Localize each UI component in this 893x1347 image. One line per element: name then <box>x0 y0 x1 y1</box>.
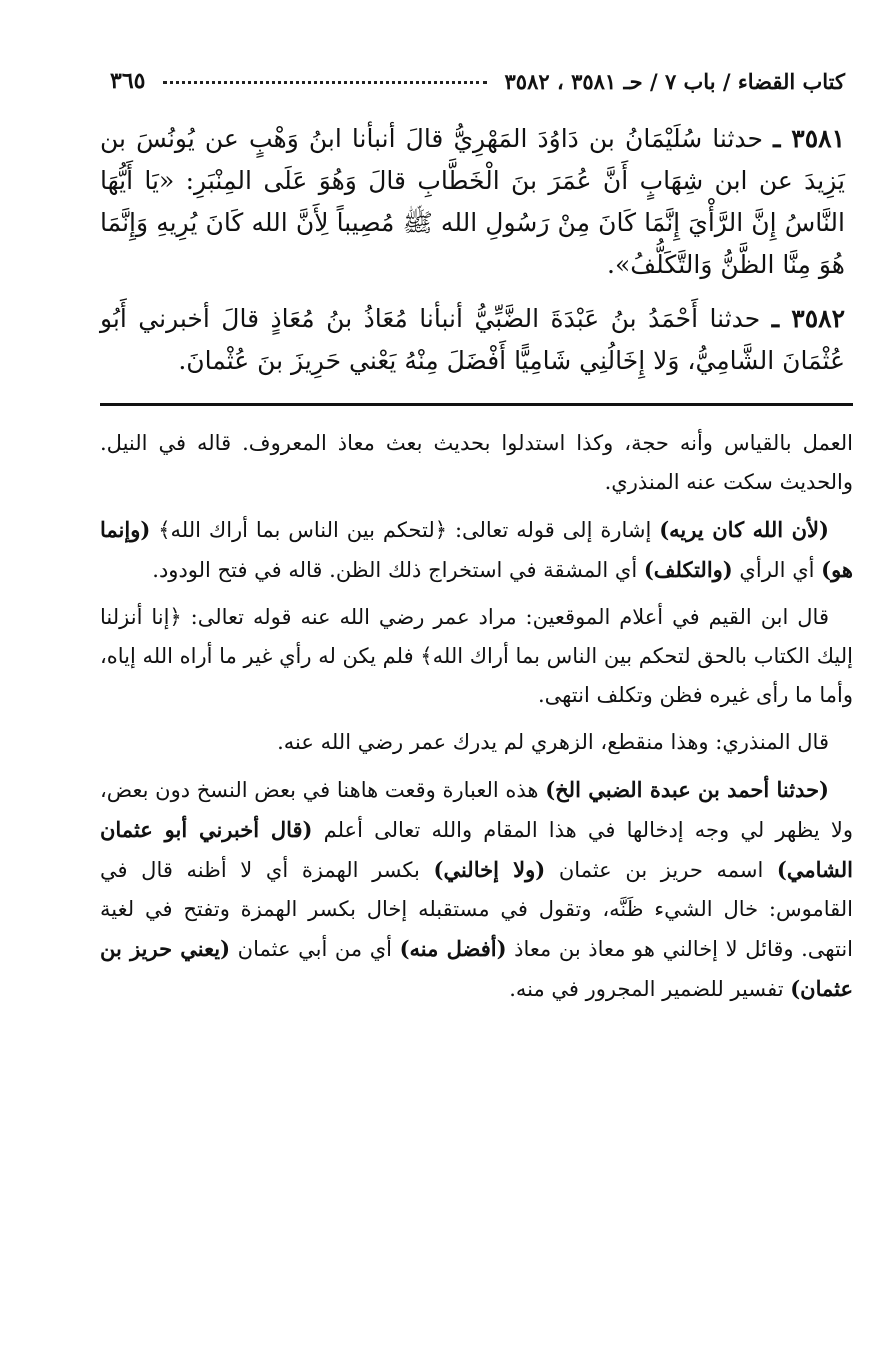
quoted-phrase: (والتكلف) <box>643 557 733 582</box>
hadith-number: ٣٥٨١ ـ <box>773 124 845 153</box>
running-title: كتاب القضاء / باب ٧ / حـ ٣٥٨١ ، ٣٥٨٢ <box>504 69 845 94</box>
commentary-paragraph <box>100 510 853 590</box>
footnote-separator <box>100 403 853 406</box>
commentary-text: أي الرأي <box>732 558 822 582</box>
quoted-phrase: (وإنما هو) <box>100 517 853 582</box>
quoted-phrase: (حدثنا أحمد بن عبدة الضبي الخ) <box>545 777 829 802</box>
page-header <box>110 54 845 94</box>
commentary-block <box>100 424 853 1017</box>
commentary-text: تفسير للضمير المجرور في منه. <box>509 977 791 1001</box>
commentary-paragraph: قال ابن القيم في أعلام الموقعين: مراد عمر رضي الله عنه قوله تعالى: ﴿إنا أنزلنا إليك الكتاب بالحق لتحكم بين الناس بما أراك الله﴾ فلم يكن له رأي غير ما أراه الله إياه، وأما ما رأى غيره فظن وتكلف انتهى. <box>100 605 853 707</box>
commentary-text: أي المشقة في استخراج ذلك الظن. قاله في فتح الودود. <box>152 558 644 582</box>
header-dot-leader <box>163 81 486 84</box>
commentary-text: هذه العبارة وقعت هاهنا في بعض النسخ دون بعض، ولا يظهر لي وجه إدخالها في هذا المقام والله تعالى أعلم <box>100 778 854 842</box>
commentary-text: اسمه حريز بن عثمان <box>545 858 777 882</box>
hadith-3581 <box>100 118 845 286</box>
commentary-paragraph <box>100 770 853 1009</box>
quoted-phrase: (يعني حريز بن عثمان) <box>100 936 853 1001</box>
page-number: ٣٦٥ <box>110 68 146 94</box>
hadith-body: حدثنا أَحْمَدُ بنُ عَبْدَةَ الضَّبِّيُّ أنبأنا مُعَاذُ بنُ مُعَاذٍ قالَ أخبرني أَبُو عُثْمَانَ الشَّامِيُّ، وَلا إِخَالُنِي شَامِيًّا أَفْضَلَ مِنْهُ يَعْني حَرِيزَ بنَ عُثْمانَ. <box>100 304 845 375</box>
hadith-body: حدثنا سُلَيْمَانُ بن دَاوُدَ المَهْرِيُّ قالَ أنبأنا ابنُ وَهْبٍ عن يُونُسَ بن يَزِيدَ عن ابن شِهَابٍ أَنَّ عُمَرَ بنَ الْخَطَّابِ قالَ وَهُوَ عَلَى المِنْبَرِ: «يَا أَيُّهَا النَّاسُ إِنَّ الرَّأْيَ إِنَّمَا كَانَ مِنْ رَسُولِ الله ﷺ مُصِيباً لِأَنَّ الله كَانَ يُرِيهِ وَإِنَّمَا هُوَ مِنَّا الظَّنُّ وَالتَّكَلُّفُ». <box>100 124 845 279</box>
hadith-text-block <box>100 118 845 394</box>
commentary-text: بكسر الهمزة أي لا أظنه قال في القاموس: خال الشيء ظَنَّه، وتقول في مستقبله إخال بكسر الهمزة وتفتح في لغية انتهى. وقائل لا إخالني هو معاذ بن معاذ <box>100 858 853 961</box>
commentary-text: أي من أبي عثمان <box>230 937 400 961</box>
quoted-phrase: (ولا إخالني) <box>433 857 546 882</box>
commentary-paragraph: قال المنذري: وهذا منقطع، الزهري لم يدرك عمر رضي الله عنه. <box>277 730 829 754</box>
commentary-text: إشارة إلى قوله تعالى: ﴿لتحكم بين الناس بما أراك الله﴾ <box>150 518 660 542</box>
quoted-phrase: (لأن الله كان يريه) <box>659 517 829 542</box>
hadith-number: ٣٥٨٢ ـ <box>771 304 845 333</box>
quoted-phrase: (أفضل منه) <box>399 936 507 961</box>
hadith-3582 <box>100 298 845 382</box>
commentary-paragraph: العمل بالقياس وأنه حجة، وكذا استدلوا بحديث بعث معاذ المعروف. قاله في النيل. والحديث سكت عنه المنذري. <box>100 431 853 494</box>
quoted-phrase: (قال أخبرني أبو عثمان الشامي) <box>100 817 853 882</box>
